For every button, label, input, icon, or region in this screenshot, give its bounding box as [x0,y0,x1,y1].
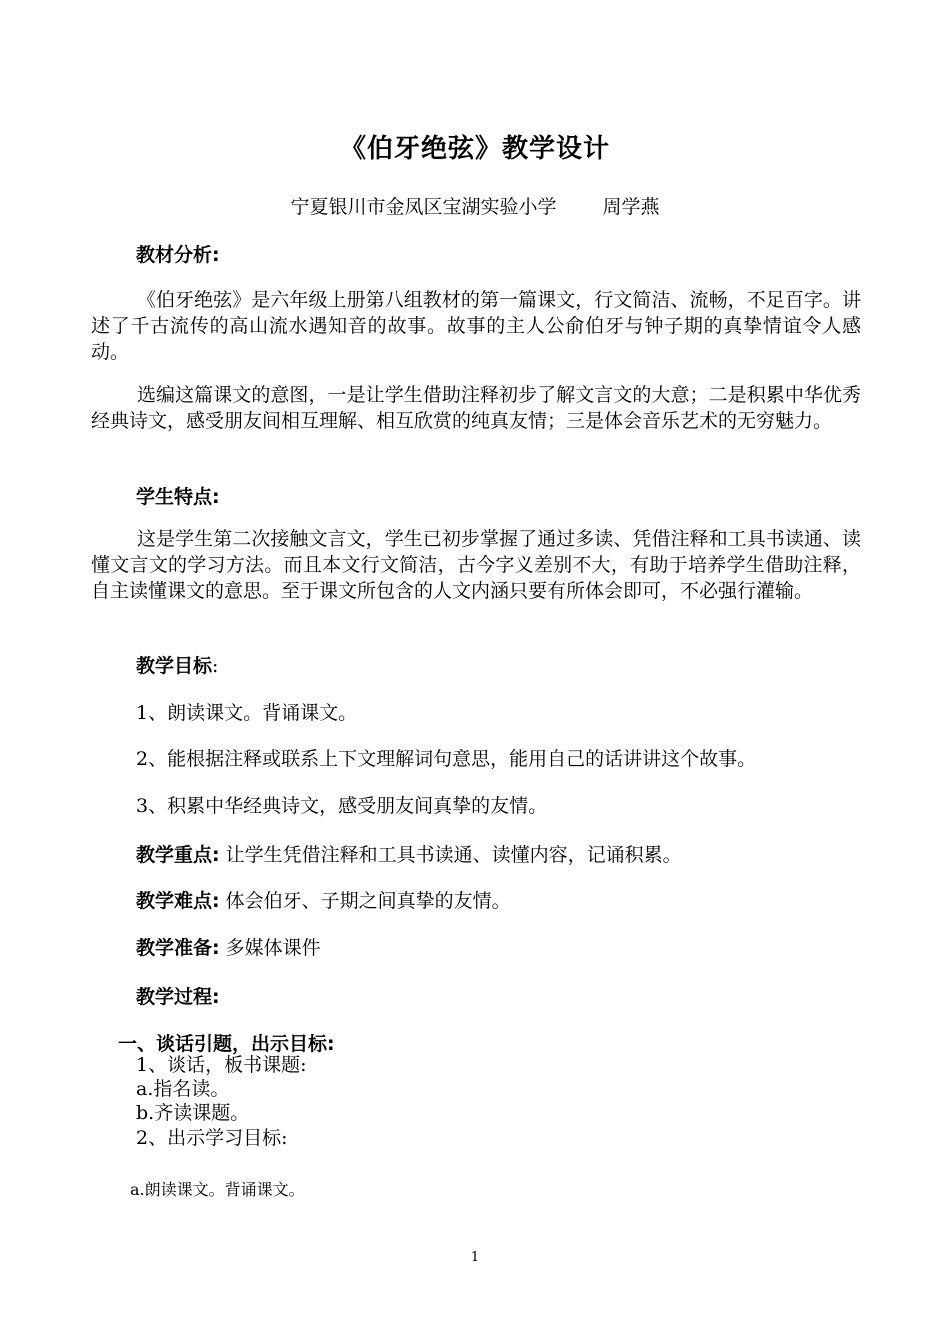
goal-item: 2、能根据注释或联系上下文理解词句意思，能用自己的话讲讲这个故事。 [136,748,757,770]
author-school: 宁夏银川市金凤区宝湖实验小学 [290,196,557,218]
document-title: 《伯牙绝弦》教学设计 [339,134,610,164]
difficulty-text: 体会伯牙、子期之间真挚的友情。 [225,890,511,912]
author-line [0,192,950,219]
difficulty-label: 教学难点: [136,890,220,912]
preparation-label: 教学准备: [136,937,220,959]
key-point-label: 教学重点: [136,844,220,866]
step1-item: 1、谈话，板书课题: [136,1054,307,1076]
step1-item: b.齐读课题。 [136,1102,250,1124]
step1-item: a.指名读。 [136,1078,230,1100]
key-point-text: 让学生凭借注释和工具书读通、读懂内容，记诵积累。 [225,844,682,866]
material-paragraph-1: 《伯牙绝弦》是六年级上册第八组教材的第一篇课文，行文简洁、流畅，不足百字。讲述了千古流传的高山流水遇知音的故事。故事的主人公俞伯牙与钟子期的真挚情谊令人感动。 [91,289,861,363]
goals-heading-colon: : [212,655,219,677]
step1-item: 2、出示学习目标: [136,1127,288,1149]
goal-item: 1、朗读课文。背诵课文。 [136,702,358,724]
step1-goal-a: a.朗读课文。背诵课文。 [130,1180,305,1199]
goals-heading-text: 教学目标 [136,655,213,677]
preparation-text: 多媒体课件 [225,937,321,959]
author-name: 周学燕 [602,196,660,218]
material-heading: 教材分析: [136,244,220,266]
student-paragraph: 这是学生第二次接触文言文，学生已初步掌握了通过多读、凭借注释和工具书读通、读懂文言文的学习方法。而且本文行文简洁，古今字义差别不大，有助于培养学生借助注释，自主读懂课文的意思。至于课文所包含的人文内涵只要有所体会即可，不必强行灌输。 [91,528,861,602]
step1-heading: 一、谈话引题，出示目标: [118,1033,335,1055]
process-heading: 教学过程: [136,986,220,1008]
goal-item: 3、积累中华经典诗文，感受朋友间真挚的友情。 [136,795,548,817]
material-paragraph-2: 选编这篇课文的意图，一是让学生借助注释初步了解文言文的大意；二是积累中华优秀经典诗文，感受朋友间相互理解、相互欣赏的纯真友情；三是体会音乐艺术的无穷魅力。 [91,384,861,432]
key-point-line [136,840,682,867]
goals-heading [136,651,218,678]
student-heading: 学生特点: [136,486,220,508]
difficulty-line [136,886,511,913]
page-number: 1 [470,1250,480,1265]
preparation-line [136,933,321,960]
